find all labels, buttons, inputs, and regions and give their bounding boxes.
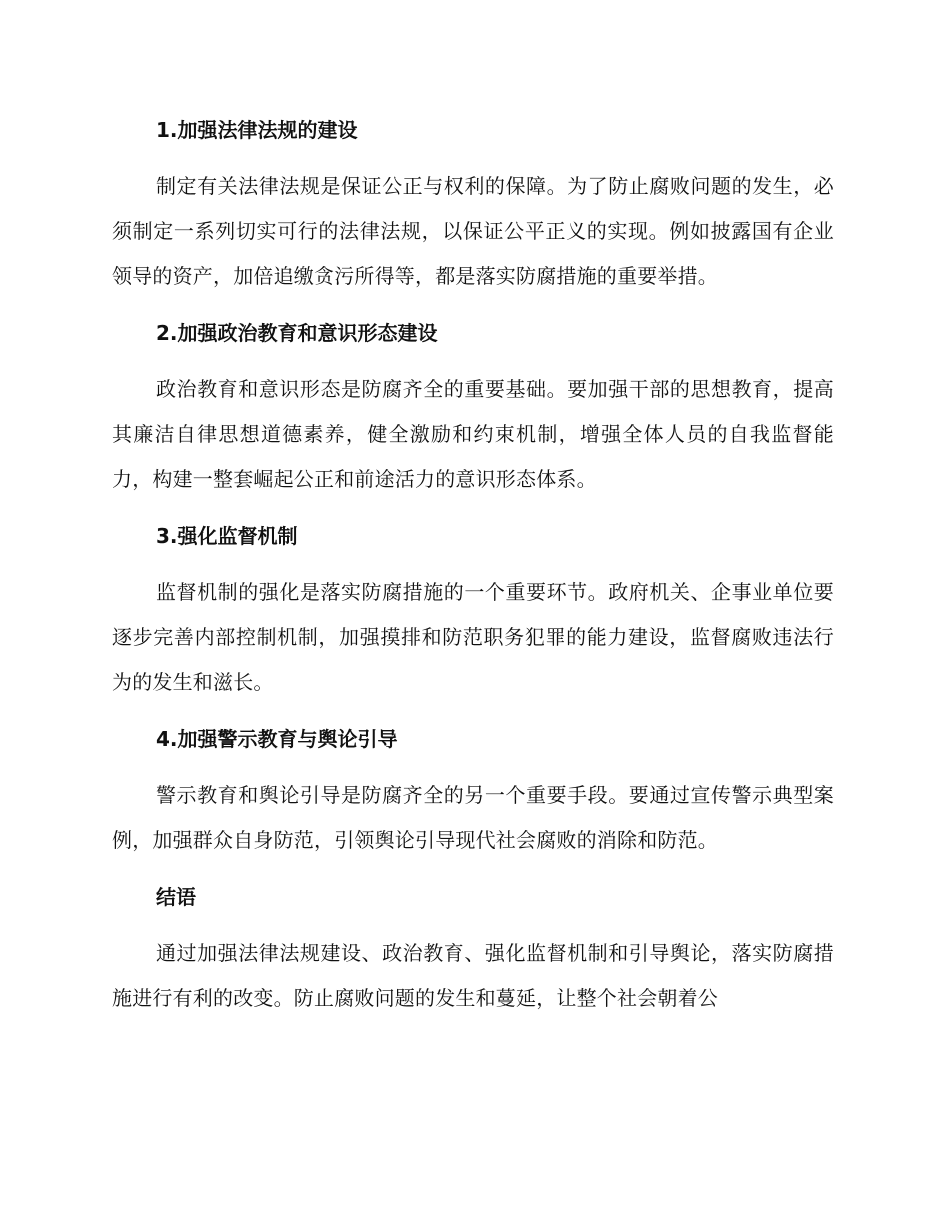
section-paragraph-2: 政治教育和意识形态是防腐齐全的重要基础。要加强干部的思想教育，提高其廉洁自律思想道德素养，健全激励和约束机制，增强全体人员的自我监督能力，构建一整套崛起公正和前途活力的意识形态体系。 [112, 377, 834, 491]
document-body [112, 112, 834, 1021]
section-paragraph-1: 制定有关法律法规是保证公正与权利的保障。为了防止腐败问题的发生，必须制定一系列切实可行的法律法规，以保证公平正义的实现。例如披露国有企业领导的资产，加倍追缴贪污所得等，都是落实防腐措施的重要举措。 [112, 174, 834, 288]
section-heading-1: 1.加强法律法规的建设 [156, 118, 358, 142]
section-heading-4: 4.加强警示教育与舆论引导 [156, 727, 398, 751]
section-paragraph-4: 警示教育和舆论引导是防腐齐全的另一个重要手段。要通过宣传警示典型案例，加强群众自身防范，引领舆论引导现代社会腐败的消除和防范。 [112, 783, 834, 852]
section-heading-3: 3.强化监督机制 [156, 524, 298, 548]
conclusion-paragraph: 通过加强法律法规建设、政治教育、强化监督机制和引导舆论，落实防腐措施进行有利的改变。防止腐败问题的发生和蔓延，让整个社会朝着公 [112, 941, 834, 1010]
section-heading-2: 2.加强政治教育和意识形态建设 [156, 321, 438, 345]
conclusion-heading: 结语 [156, 885, 196, 909]
section-paragraph-3: 监督机制的强化是落实防腐措施的一个重要环节。政府机关、企事业单位要逐步完善内部控制机制，加强摸排和防范职务犯罪的能力建设，监督腐败违法行为的发生和滋长。 [112, 580, 834, 694]
